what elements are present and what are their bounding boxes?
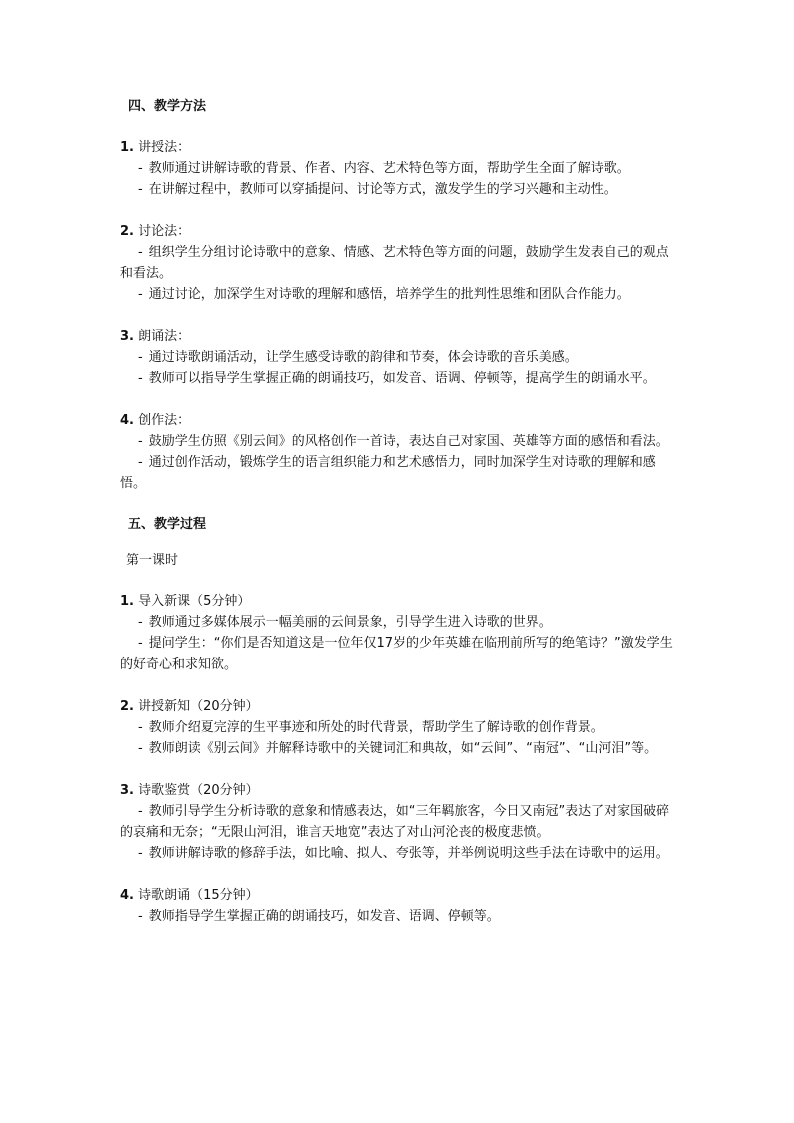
bullet-dash: - [138, 434, 143, 449]
item-title [120, 221, 680, 242]
bullet-dash: - [138, 804, 143, 819]
bullet-text: 教师引导学生分析诗歌的意象和情感表达，如“三年羁旅客，今日又南冠”表达了对家国破碎的哀痛和无奈；“无限山河泪，谁言天地宽”表达了对山河沦丧的极度悲愤。 [120, 804, 670, 840]
item-number: 4. [120, 888, 134, 903]
item-title [120, 591, 680, 612]
bullet-point [120, 843, 680, 864]
bullet-point [120, 158, 680, 179]
bullet-text: 通过诗歌朗诵活动，让学生感受诗歌的韵律和节奏，体会诗歌的音乐美感。 [148, 350, 578, 365]
bullet-point [120, 347, 680, 368]
bullet-point [120, 612, 680, 633]
bullet-dash: - [138, 287, 143, 302]
bullet-point [120, 368, 680, 389]
bullet-text: 通过讨论，加深学生对诗歌的理解和感悟，培养学生的批判性思维和团队合作能力。 [148, 287, 630, 302]
item-title-text: 诗歌鉴赏（20分钟） [138, 783, 259, 798]
bullet-point [120, 284, 680, 305]
item-title [120, 696, 680, 717]
item-title [120, 780, 680, 801]
section-heading-teaching-methods: 四、教学方法 [128, 99, 207, 114]
item-number: 1. [120, 594, 134, 609]
item-title-text: 讲授法： [138, 140, 191, 155]
bullet-point [120, 738, 680, 759]
teaching-methods-list [120, 137, 680, 494]
bullet-text: 教师通过讲解诗歌的背景、作者、内容、艺术特色等方面，帮助学生全面了解诗歌。 [148, 161, 630, 176]
bullet-point [120, 906, 680, 927]
bullet-point [120, 452, 680, 494]
list-item [120, 885, 680, 927]
bullet-dash: - [138, 182, 143, 197]
bullet-dash: - [138, 909, 143, 924]
item-title-text: 创作法： [138, 413, 191, 428]
list-item [120, 410, 680, 494]
bullet-text: 鼓励学生仿照《别云间》的风格创作一首诗，表达自己对家国、英雄等方面的感悟和看法。 [148, 434, 669, 449]
bullet-dash: - [138, 161, 143, 176]
item-title-text: 诗歌朗诵（15分钟） [138, 888, 259, 903]
item-number: 2. [120, 224, 134, 239]
item-title [120, 885, 680, 906]
item-number: 4. [120, 413, 134, 428]
bullet-dash: - [138, 615, 143, 630]
list-item [120, 696, 680, 759]
bullet-text: 通过创作活动，锻炼学生的语言组织能力和艺术感悟力，同时加深学生对诗歌的理解和感悟。 [120, 455, 656, 491]
bullet-dash: - [138, 636, 143, 651]
bullet-point [120, 801, 680, 843]
bullet-text: 教师朗读《别云间》并解释诗歌中的关键词汇和典故，如“云间”、“南冠”、“山河泪”等。 [148, 741, 658, 756]
bullet-text: 教师通过多媒体展示一幅美丽的云间景象，引导学生进入诗歌的世界。 [148, 615, 552, 630]
item-number: 1. [120, 140, 134, 155]
item-title [120, 326, 680, 347]
bullet-text: 提问学生：“你们是否知道这是一位年仅17岁的少年英雄在临刑前所写的绝笔诗？”激发学生的好奇心和求知欲。 [120, 636, 673, 672]
item-title-text: 导入新课（5分钟） [138, 594, 251, 609]
item-number: 3. [120, 783, 134, 798]
teaching-process-list [120, 591, 680, 927]
item-number: 2. [120, 699, 134, 714]
bullet-dash: - [138, 371, 143, 386]
list-item [120, 591, 680, 675]
bullet-dash: - [138, 350, 143, 365]
list-item [120, 221, 680, 305]
bullet-dash: - [138, 741, 143, 756]
item-title-text: 朗诵法： [138, 329, 191, 344]
item-title [120, 137, 680, 158]
document-content [120, 97, 680, 948]
bullet-text: 教师可以指导学生掌握正确的朗诵技巧，如发音、语调、停顿等，提高学生的朗诵水平。 [148, 371, 656, 386]
bullet-point [120, 633, 680, 675]
bullet-dash: - [138, 846, 143, 861]
bullet-dash: - [138, 245, 143, 260]
bullet-text: 教师讲解诗歌的修辞手法，如比喻、拟人、夸张等，并举例说明这些手法在诗歌中的运用。 [148, 846, 669, 861]
item-title-text: 讨论法： [138, 224, 191, 239]
bullet-text: 教师指导学生掌握正确的朗诵技巧，如发音、语调、停顿等。 [148, 909, 500, 924]
bullet-text: 教师介绍夏完淳的生平事迹和所处的时代背景，帮助学生了解诗歌的创作背景。 [148, 720, 604, 735]
bullet-point [120, 179, 680, 200]
bullet-point [120, 717, 680, 738]
section-heading-teaching-process: 五、教学过程 [128, 517, 207, 532]
list-item [120, 326, 680, 389]
lesson-label: 第一课时 [126, 553, 179, 568]
bullet-text: 在讲解过程中，教师可以穿插提问、讨论等方式，激发学生的学习兴趣和主动性。 [148, 182, 617, 197]
bullet-point [120, 431, 680, 452]
bullet-text: 组织学生分组讨论诗歌中的意象、情感、艺术特色等方面的问题，鼓励学生发表自己的观点和看法。 [120, 245, 669, 281]
item-title-text: 讲授新知（20分钟） [138, 699, 259, 714]
list-item [120, 137, 680, 200]
bullet-dash: - [138, 455, 143, 470]
list-item [120, 780, 680, 864]
item-number: 3. [120, 329, 134, 344]
bullet-point [120, 242, 680, 284]
item-title [120, 410, 680, 431]
bullet-dash: - [138, 720, 143, 735]
